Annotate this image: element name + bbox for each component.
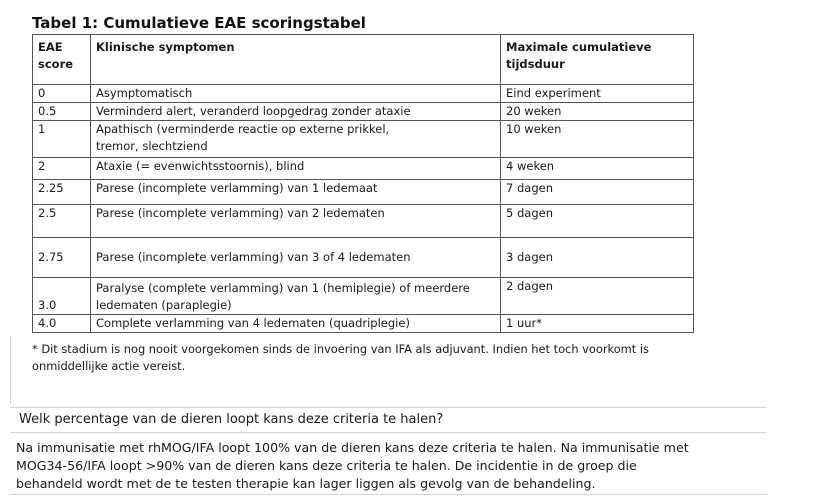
- cell-score: 2: [33, 158, 91, 180]
- answer-line1: Na immunisatie met rhMOG/IFA loopt 100% van de dieren kans deze criteria te halen. Na immunisatie met: [16, 440, 689, 455]
- cell-symptoms-line2: tremor, slechtziend: [96, 139, 208, 153]
- eae-scoring-table: [32, 34, 694, 333]
- header-duration-line1: Maximale cumulatieve: [506, 40, 652, 54]
- footnote-line1: * Dit stadium is nog nooit voorgekomen sinds de invoering van IFA als adjuvant. Indien het toch voorkomt is: [32, 342, 649, 356]
- table-row: [33, 103, 694, 121]
- divider: [10, 407, 767, 408]
- cell-symptoms: Parese (incomplete verlamming) van 3 of 4 ledematen: [91, 238, 501, 278]
- cell-duration: 1 uur*: [501, 315, 694, 333]
- cell-score: 0.5: [33, 103, 91, 121]
- table-row: [33, 121, 694, 158]
- table-row: [33, 180, 694, 205]
- header-symptoms: Klinische symptomen: [91, 35, 501, 85]
- header-score: [33, 35, 91, 85]
- cell-symptoms: [91, 121, 501, 158]
- answer-line2: MOG34-56/IFA loopt >90% van de dieren kans deze criteria te halen. De incidentie in de groep die: [16, 458, 637, 473]
- divider: [10, 432, 767, 433]
- cell-duration: 7 dagen: [501, 180, 694, 205]
- table-row: [33, 85, 694, 103]
- cell-symptoms: Parese (incomplete verlamming) van 2 ledematen: [91, 205, 501, 238]
- cell-symptoms: Ataxie (= evenwichtsstoornis), blind: [91, 158, 501, 180]
- table-row: [33, 158, 694, 180]
- cell-score: 2.75: [33, 238, 91, 278]
- table-header-row: [33, 35, 694, 85]
- answer-line3: behandeld wordt met de te testen therapie kan lager liggen als gevolg van de behandeling.: [16, 476, 596, 491]
- answer-text: [16, 439, 766, 493]
- cell-duration: 3 dagen: [501, 238, 694, 278]
- cell-duration: 4 weken: [501, 158, 694, 180]
- header-score-line1: EAE: [38, 40, 63, 54]
- cell-score: 3.0: [33, 278, 91, 315]
- table-row: [33, 238, 694, 278]
- header-duration-line2: tijdsduur: [506, 57, 565, 71]
- table-title: Tabel 1: Cumulatieve EAE scoringstabel: [32, 14, 366, 32]
- question-text: Welk percentage van de dieren loopt kans deze criteria te halen?: [19, 412, 444, 427]
- cell-symptoms: Parese (incomplete verlamming) van 1 ledemaat: [91, 180, 501, 205]
- cell-score: 4.0: [33, 315, 91, 333]
- cell-score: 1: [33, 121, 91, 158]
- panel-divider: [10, 336, 11, 404]
- cell-duration: Eind experiment: [501, 85, 694, 103]
- cell-duration: 5 dagen: [501, 205, 694, 238]
- cell-symptoms-line1: Paralyse (complete verlamming) van 1 (hemiplegie) of meerdere: [96, 281, 470, 295]
- cell-symptoms-line2: ledematen (paraplegie): [96, 298, 232, 312]
- table-row: [33, 315, 694, 333]
- cell-score: 2.25: [33, 180, 91, 205]
- table-footnote: [32, 341, 764, 375]
- cell-symptoms: Complete verlamming van 4 ledematen (quadriplegie): [91, 315, 501, 333]
- header-duration: [501, 35, 694, 85]
- cell-duration: 20 weken: [501, 103, 694, 121]
- cell-symptoms: Verminderd alert, veranderd loopgedrag zonder ataxie: [91, 103, 501, 121]
- table-row: [33, 205, 694, 238]
- cell-score: 0: [33, 85, 91, 103]
- cell-score: 2.5: [33, 205, 91, 238]
- cell-symptoms-line1: Apathisch (verminderde reactie op externe prikkel,: [96, 122, 390, 136]
- cell-duration: 2 dagen: [501, 278, 694, 315]
- header-score-line2: score: [38, 57, 74, 71]
- table-row: [33, 278, 694, 315]
- footnote-line2: onmiddellijke actie vereist.: [32, 359, 186, 373]
- cell-symptoms: Asymptomatisch: [91, 85, 501, 103]
- divider: [10, 494, 767, 495]
- cell-symptoms: [91, 278, 501, 315]
- cell-duration: 10 weken: [501, 121, 694, 158]
